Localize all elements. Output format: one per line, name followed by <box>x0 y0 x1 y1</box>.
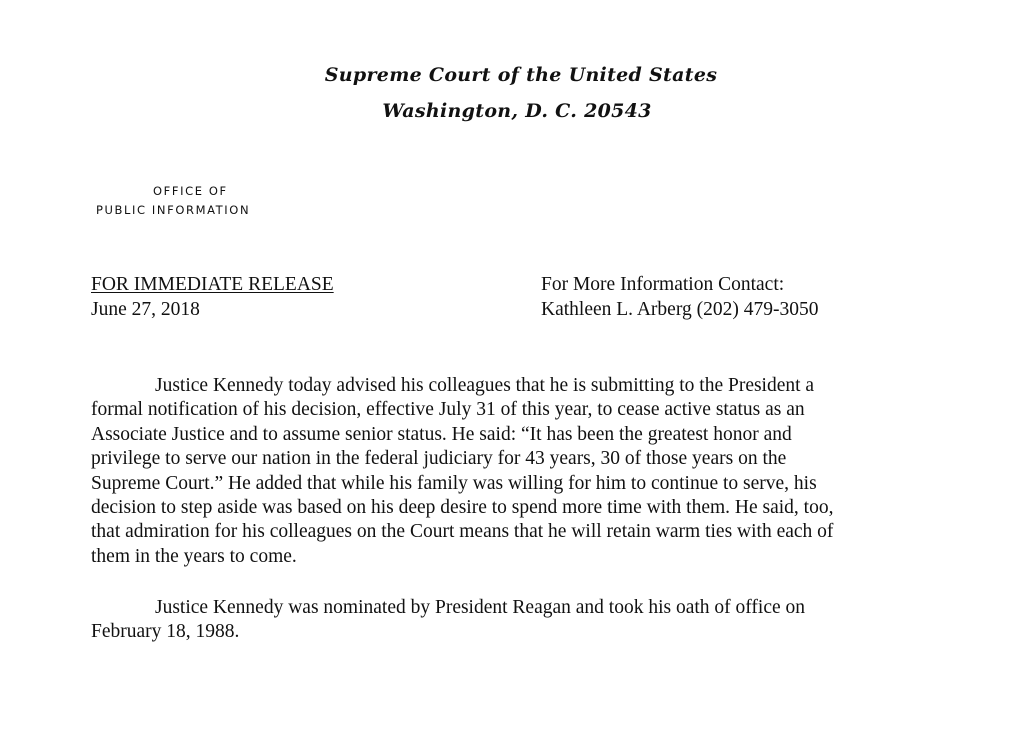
contact-heading: For More Information Contact: <box>541 274 785 295</box>
paragraph-line: them in the years to come. <box>91 545 297 567</box>
office-label-line2: PUBLIC INFORMATION <box>96 203 251 217</box>
paragraph-line: Associate Justice and to assume senior status. He said: “It has been the greatest honor and <box>91 423 792 445</box>
office-label-line1: OFFICE OF <box>153 184 228 198</box>
letterhead-address: Washington, D. C. 20543 <box>382 100 652 122</box>
body-paragraph-2 <box>91 596 921 645</box>
body-paragraph-1 <box>91 374 921 569</box>
paragraph-line: Justice Kennedy was nominated by President Reagan and took his oath of office on <box>155 597 806 618</box>
paragraph-line: formal notification of his decision, effective July 31 of this year, to cease active status as an <box>91 399 805 421</box>
paragraph-line: Supreme Court.” He added that while his family was willing for him to continue to serve, his <box>91 472 817 494</box>
paragraph-line: Justice Kennedy today advised his colleagues that he is submitting to the President a <box>155 375 815 396</box>
letterhead-court-name: Supreme Court of the United States <box>324 64 718 86</box>
release-heading: FOR IMMEDIATE RELEASE <box>91 274 334 295</box>
paragraph-line: decision to step aside was based on his deep desire to spend more time with them. He said, too, <box>91 497 834 519</box>
paragraph-line: privilege to serve our nation in the federal judiciary for 43 years, 30 of those years on the <box>91 448 787 470</box>
release-date: June 27, 2018 <box>91 299 200 320</box>
paragraph-line: that admiration for his colleagues on the Court means that he will retain warm ties with each of <box>91 521 834 543</box>
paragraph-line: February 18, 1988. <box>91 621 240 643</box>
contact-name-phone: Kathleen L. Arberg (202) 479-3050 <box>541 299 819 320</box>
